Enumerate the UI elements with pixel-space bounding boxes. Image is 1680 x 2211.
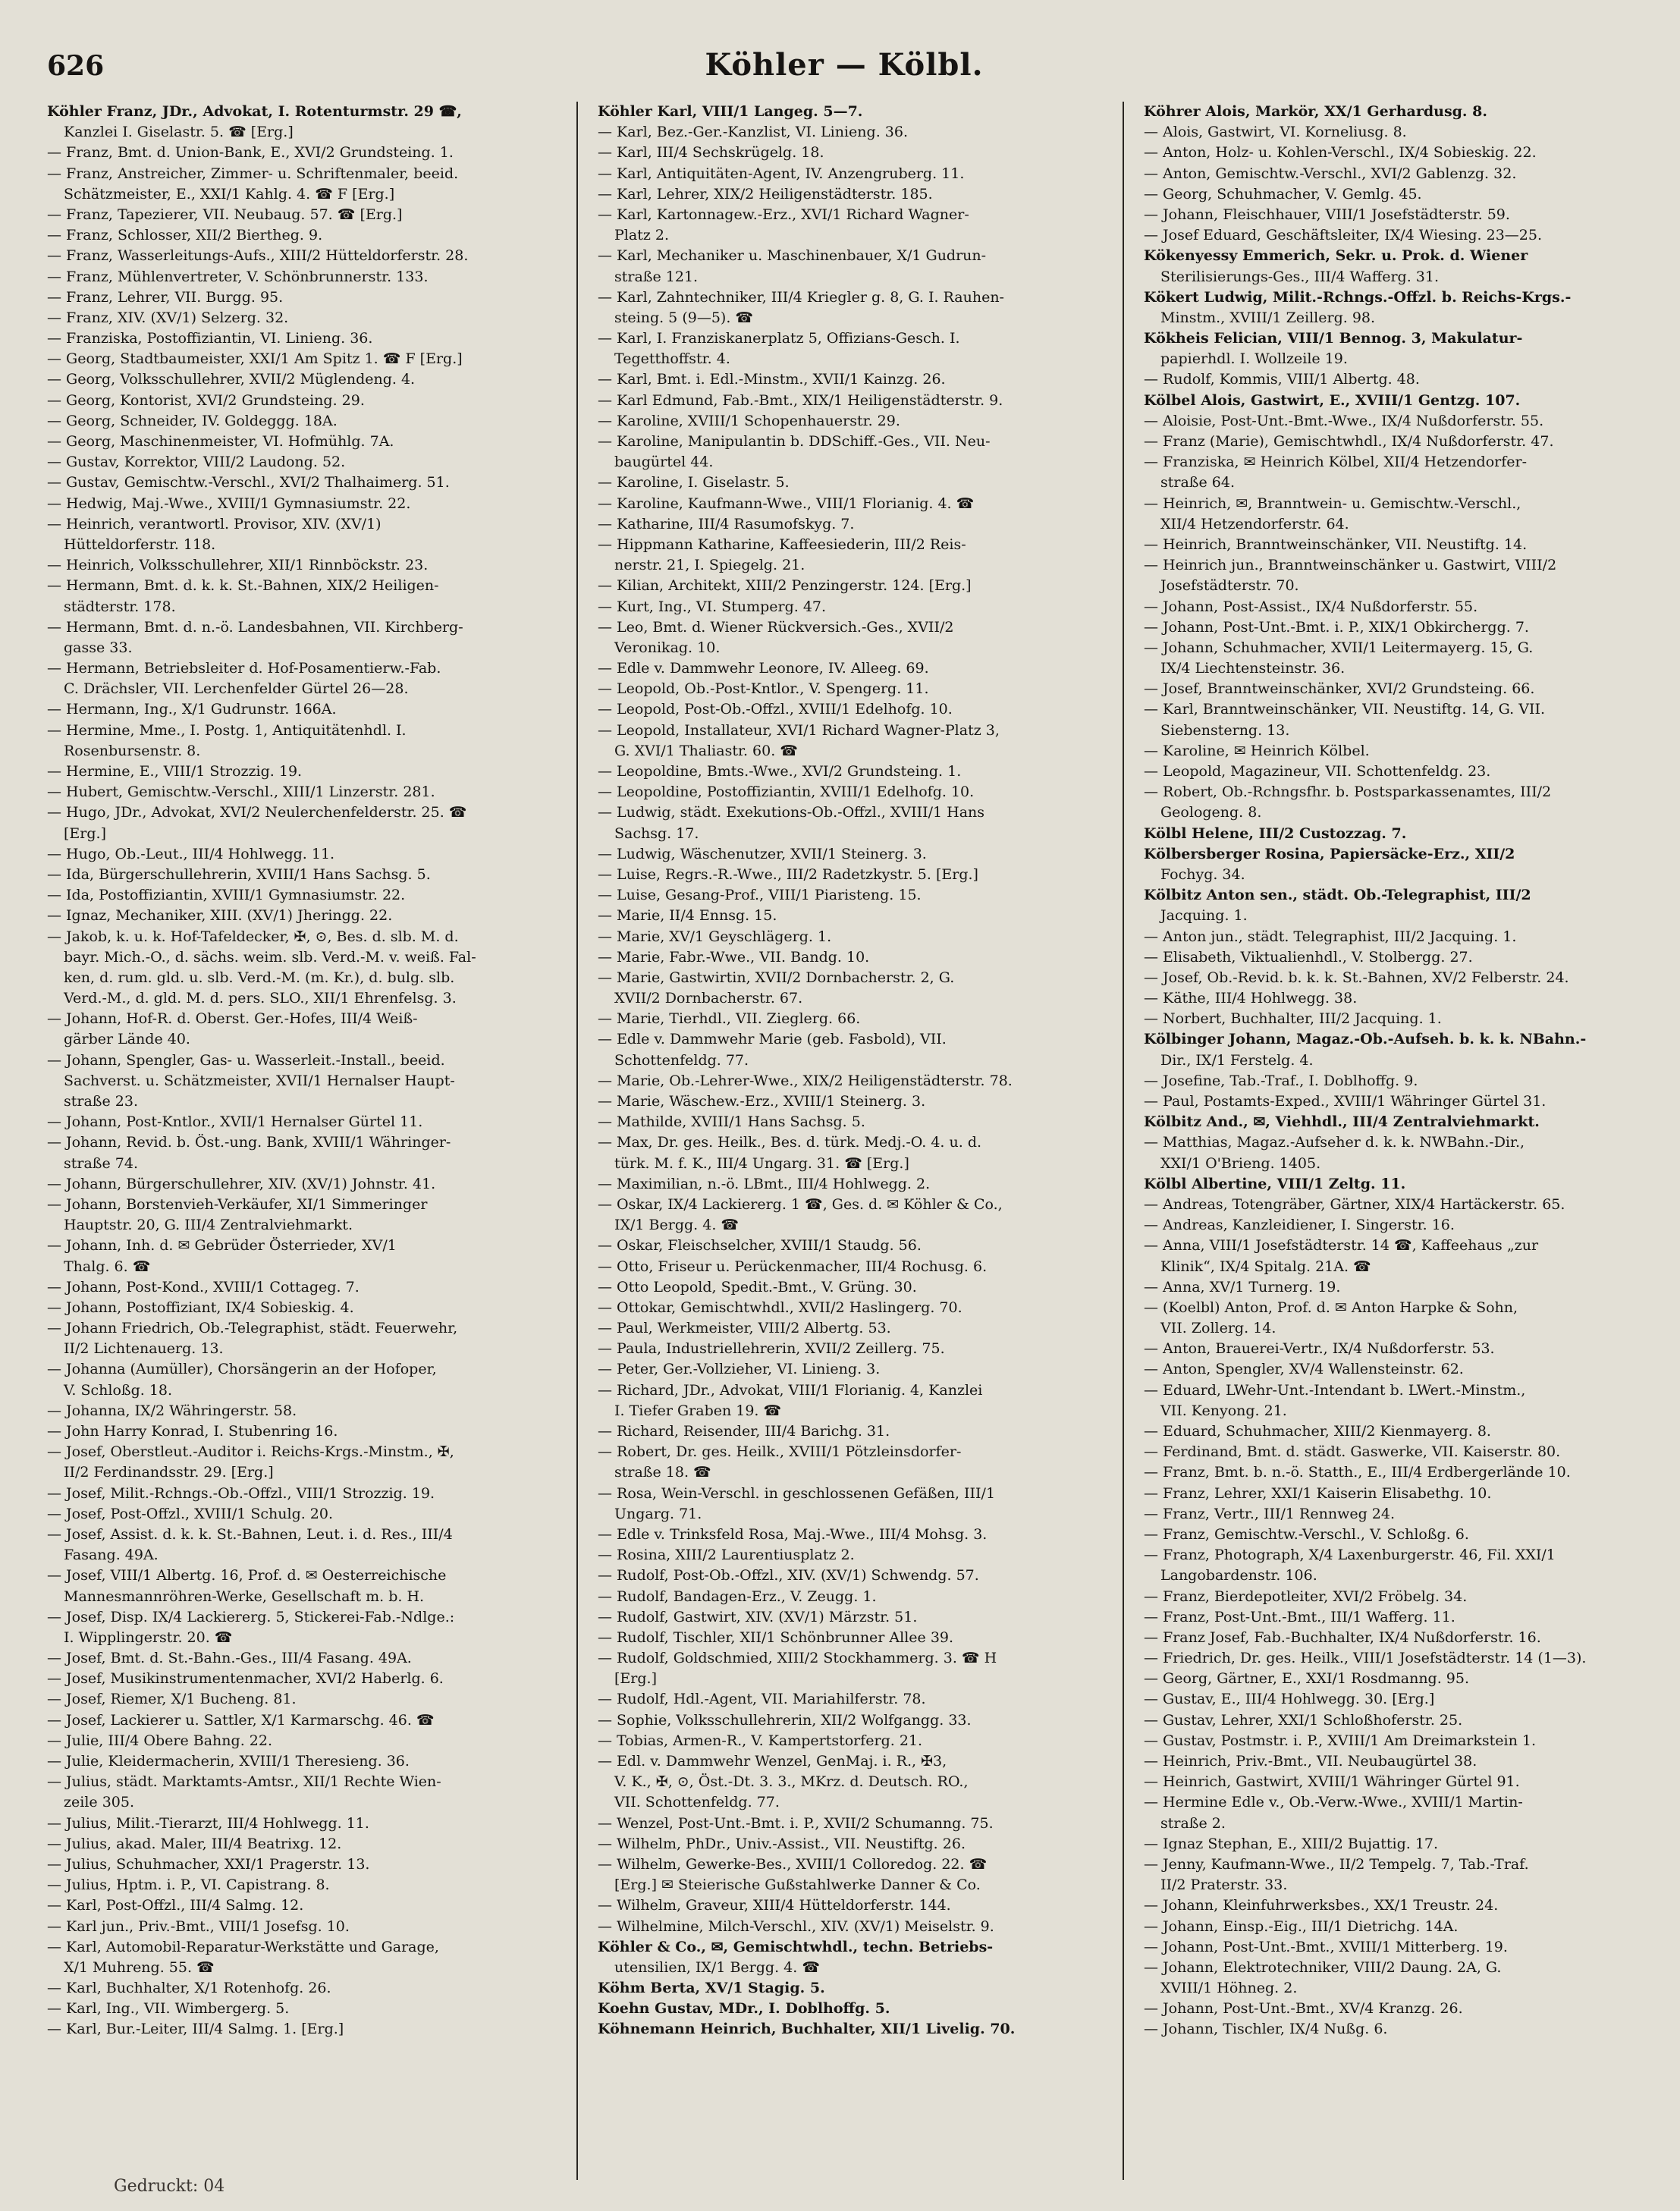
directory-entry: — Karl Edmund, Fab.-Bmt., XIX/1 Heiligenstädterstr. 9. <box>598 391 1003 409</box>
directory-entry: — Anton, Brauerei-Vertr., IX/4 Nußdorferstr. 53. <box>1144 1340 1495 1358</box>
directory-entry: steing. 5 (9—5). ☎ <box>614 309 754 326</box>
directory-entry: [Erg.] <box>614 1670 657 1688</box>
directory-entry: — Gustav, Lehrer, XXI/1 Schloßhoferstr. 25. <box>1144 1711 1463 1729</box>
directory-entry: — Richard, JDr., Advokat, VIII/1 Florianig. 4, Kanzlei <box>598 1381 983 1399</box>
directory-entry: V. K., ✠, ⊙, Öst.-Dt. 3. 3., MKrz. d. Deutsch. RO., <box>614 1773 969 1791</box>
directory-entry: — Josef, Riemer, X/1 Bucheng. 81. <box>47 1691 297 1708</box>
directory-entry: XVII/2 Dornbacherstr. 67. <box>614 990 803 1007</box>
directory-entry: — Heinrich, Volksschullehrer, XII/1 Rinnböckstr. 23. <box>47 557 429 574</box>
directory-entry: Köhler Franz, JDr., Advokat, I. Rotenturmstr. 29 ☎, <box>47 103 462 120</box>
directory-entry: Fasang. 49A. <box>64 1547 159 1564</box>
directory-entry: — Leopoldine, Postoffiziantin, XVIII/1 Edelhofg. 10. <box>598 784 975 801</box>
directory-entry: Kölbel Alois, Gastwirt, E., XVIII/1 Gentzg. 107. <box>1144 391 1521 409</box>
directory-entry: — Johann, Post-Kond., XVIII/1 Cottageg. 7. <box>47 1278 360 1296</box>
directory-entry: — Wilhelm, Gewerke-Bes., XVIII/1 Colloredog. 22. ☎ <box>598 1855 988 1873</box>
directory-entry: — Karl, Zahntechniker, III/4 Kriegler g. 8, G. I. Rauhen- <box>598 288 1004 306</box>
directory-entry: — Edle v. Dammwehr Marie (geb. Fasbold), VII. <box>598 1031 947 1048</box>
directory-entry: Kökheis Felician, VIII/1 Bennog. 3, Makulatur- <box>1144 330 1523 347</box>
directory-entry: — Franz (Marie), Gemischtwhdl., IX/4 Nußdorferstr. 47. <box>1144 433 1554 450</box>
directory-entry: bayr. Mich.-O., d. sächs. weim. slb. Verd.-M. v. weiß. Fal- <box>64 948 476 966</box>
directory-entry: — Gustav, Gemischtw.-Verschl., XVI/2 Thalhaimerg. 51. <box>47 474 450 492</box>
directory-entry: — Hermann, Ing., X/1 Gudrunstr. 166A. <box>47 701 337 718</box>
directory-entry: — Paul, Werkmeister, VIII/2 Albertg. 53. <box>598 1320 891 1337</box>
directory-entry: VII. Kenyong. 21. <box>1160 1402 1287 1419</box>
directory-entry: — Edl. v. Dammwehr Wenzel, GenMaj. i. R., ✠3, <box>598 1753 947 1770</box>
column-2 <box>596 102 1124 2180</box>
directory-entry: — Johann, Borstenvieh-Verkäufer, XI/1 Simmeringer <box>47 1195 428 1213</box>
directory-entry: — Andreas, Totengräber, Gärtner, XIX/4 Hartäckerstr. 65. <box>1144 1195 1565 1213</box>
directory-entry: Veronikag. 10. <box>614 639 721 656</box>
directory-entry: — Leopold, Post-Ob.-Offzl., XVIII/1 Edelhofg. 10. <box>598 701 953 718</box>
directory-entry: — Alois, Gastwirt, VI. Korneliusg. 8. <box>1144 124 1407 141</box>
directory-entry: — Hermann, Betriebsleiter d. Hof-Posamentierw.-Fab. <box>47 660 441 677</box>
directory-entry: — Hedwig, Maj.-Wwe., XVIII/1 Gymnasiumstr. 22. <box>47 495 411 512</box>
directory-entry: Kölbitz Anton sen., städt. Ob.-Telegraphist, III/2 <box>1144 887 1531 904</box>
directory-entry: — Heinrich, ✉, Branntwein- u. Gemischtw.-Verschl., <box>1144 495 1521 512</box>
directory-entry: — Leo, Bmt. d. Wiener Rückversich.-Ges., XVII/2 <box>598 618 954 636</box>
directory-entry: — Rudolf, Post-Ob.-Offzl., XIV. (XV/1) Schwendg. 57. <box>598 1567 979 1584</box>
directory-entry: — Karl, Bmt. i. Edl.-Minstm., XVII/1 Kainzg. 26. <box>598 371 946 388</box>
directory-entry: — Karoline, I. Giselastr. 5. <box>598 474 790 492</box>
directory-entry: Kölbl Helene, III/2 Custozzag. 7. <box>1144 824 1407 842</box>
directory-entry: Kölbitz And., ✉, Viehhdl., III/4 Zentralviehmarkt. <box>1144 1113 1540 1131</box>
directory-entry: — Johann, Inh. d. ✉ Gebrüder Österrieder, XV/1 <box>47 1237 397 1255</box>
directory-entry: — Kilian, Architekt, XIII/2 Penzingerstr. 124. [Erg.] <box>598 577 972 595</box>
directory-entry: IX/1 Bergg. 4. ☎ <box>614 1217 740 1234</box>
column-3 <box>1142 102 1646 2180</box>
directory-entry: — Katharine, III/4 Rasumofskyg. 7. <box>598 515 855 532</box>
directory-entry: — Johann, Bürgerschullehrer, XIV. (XV/1) Johnstr. 41. <box>47 1175 436 1192</box>
directory-entry: — Georg, Gärtner, E., XXI/1 Rosdmanng. 95. <box>1144 1670 1470 1688</box>
directory-entry: — Paul, Postamts-Exped., XVIII/1 Währinger Gürtel 31. <box>1144 1093 1547 1110</box>
directory-entry: — Johann, Postoffiziant, IX/4 Sobieskig. 4. <box>47 1299 354 1316</box>
directory-entry: — Franz, Wasserleitungs-Aufs., XIII/2 Hütteldorferstr. 28. <box>47 247 469 265</box>
directory-entry: I. Tiefer Graben 19. ☎ <box>614 1402 782 1419</box>
directory-entry: — Maximilian, n.-ö. LBmt., III/4 Hohlwegg. 2. <box>598 1175 931 1192</box>
directory-entry: — Max, Dr. ges. Heilk., Bes. d. türk. Medj.-O. 4. u. d. <box>598 1134 982 1151</box>
directory-entry: — Matthias, Magaz.-Aufseher d. k. k. NWBahn.-Dir., <box>1144 1134 1525 1151</box>
directory-entry: baugürtel 44. <box>614 454 714 471</box>
directory-entry: — Karl, Kartonnagew.-Erz., XVI/1 Richard Wagner- <box>598 206 969 223</box>
directory-entry: — Johann, Post-Kntlor., XVII/1 Hernalser Gürtel 11. <box>47 1113 423 1131</box>
directory-entry: — Franz, Photograph, X/4 Laxenburgerstr. 46, Fil. XXI/1 <box>1144 1547 1556 1564</box>
directory-entry: gärber Lände 40. <box>64 1031 190 1048</box>
directory-entry: — Marie, Tierhdl., VII. Zieglerg. 66. <box>598 1010 861 1028</box>
directory-entry: — Josef, Ob.-Revid. b. k. k. St.-Bahnen, XV/2 Felberstr. 24. <box>1144 969 1569 986</box>
directory-entry: XII/4 Hetzendorferstr. 64. <box>1160 515 1349 532</box>
directory-entry: — Josef, VIII/1 Albertg. 16, Prof. d. ✉ Oesterreichische <box>47 1567 447 1584</box>
directory-entry: — Otto, Friseur u. Perückenmacher, III/4 Rochusg. 6. <box>598 1258 988 1275</box>
directory-entry: — Rudolf, Gastwirt, XIV. (XV/1) Märzstr. 51. <box>598 1608 918 1625</box>
directory-entry: Minstm., XVIII/1 Zeillerg. 98. <box>1160 309 1376 326</box>
directory-entry: — Karl, Ing., VII. Wimbergerg. 5. <box>47 2000 290 2018</box>
entry-list-column-1 <box>46 102 576 2040</box>
directory-entry: — Rudolf, Bandagen-Erz., V. Zeugg. 1. <box>598 1588 877 1605</box>
directory-entry: [Erg.] ✉ Steierische Gußstahlwerke Danner & Co. <box>614 1877 981 1894</box>
directory-entry: — Julius, städt. Marktamts-Amtsr., XII/1 Rechte Wien- <box>47 1773 441 1791</box>
directory-entry: II/2 Praterstr. 33. <box>1160 1877 1288 1894</box>
directory-entry: — Johanna, IX/2 Währingerstr. 58. <box>47 1402 297 1419</box>
directory-entry: — Johann, Post-Assist., IX/4 Nußdorferstr. 55. <box>1144 598 1478 615</box>
directory-entry: — Robert, Ob.-Rchngsfhr. b. Postsparkassenamtes, III/2 <box>1144 784 1552 801</box>
directory-entry: Köhler & Co., ✉, Gemischtwhdl., techn. Betriebs- <box>598 1938 994 1955</box>
directory-entry: Hauptstr. 20, G. III/4 Zentralviehmarkt. <box>64 1217 353 1234</box>
directory-entry: — Luise, Gesang-Prof., VIII/1 Piaristeng. 15. <box>598 887 922 904</box>
directory-entry: — Karl jun., Priv.-Bmt., VIII/1 Josefsg. 10. <box>47 1917 350 1935</box>
directory-entry: straße 2. <box>1160 1814 1226 1832</box>
directory-entry: — Ignaz Stephan, E., XIII/2 Bujattig. 17. <box>1144 1835 1439 1852</box>
directory-entry: — Marie, II/4 Ennsg. 15. <box>598 907 777 925</box>
directory-entry: städterstr. 178. <box>64 598 176 615</box>
directory-entry: Kölbersberger Rosina, Papiersäcke-Erz., XII/2 <box>1144 845 1515 862</box>
directory-entry: — Andreas, Kanzleidiener, I. Singerstr. 16. <box>1144 1217 1455 1234</box>
directory-entry: — Franz, Mühlenvertreter, V. Schönbrunnerstr. 133. <box>47 268 429 285</box>
directory-entry: — Eduard, Schuhmacher, XIII/2 Kienmayerg. 8. <box>1144 1423 1491 1440</box>
directory-entry: II/2 Lichtenauerg. 13. <box>64 1340 224 1358</box>
directory-entry: Schätzmeister, E., XXI/1 Kahlg. 4. ☎ F [Erg.] <box>64 185 395 203</box>
directory-entry: — Wilhelm, Graveur, XIII/4 Hütteldorferstr. 144. <box>598 1897 951 1914</box>
directory-entry: — Karl, Post-Offzl., III/4 Salmg. 12. <box>47 1897 304 1914</box>
directory-entry: — Johanna (Aumüller), Chorsängerin an der Hofoper, <box>47 1361 437 1378</box>
directory-entry: — Karl, Bez.-Ger.-Kanzlist, VI. Linieng. 36. <box>598 124 908 141</box>
directory-entry: — Gustav, Korrektor, VIII/2 Laudong. 52. <box>47 454 346 471</box>
directory-entry: — Hermann, Bmt. d. k. k. St.-Bahnen, XIX/2 Heiligen- <box>47 577 439 595</box>
directory-entry: — Rosina, XIII/2 Laurentiusplatz 2. <box>598 1547 855 1564</box>
directory-entry: Siebensterng. 13. <box>1160 721 1290 739</box>
directory-entry: — Otto Leopold, Spedit.-Bmt., V. Grüng. 30. <box>598 1278 917 1296</box>
directory-entry: — Josef Eduard, Geschäftsleiter, IX/4 Wiesing. 23—25. <box>1144 227 1543 244</box>
directory-entry: — Franziska, ✉ Heinrich Kölbel, XII/4 Hetzendorfer- <box>1144 454 1528 471</box>
directory-entry: — Franz, Lehrer, XXI/1 Kaiserin Elisabethg. 10. <box>1144 1484 1492 1502</box>
directory-entry: — Georg, Schuhmacher, V. Gemlg. 45. <box>1144 185 1422 203</box>
directory-entry: — Kurt, Ing., VI. Stumperg. 47. <box>598 598 827 615</box>
directory-entry: — Rudolf, Kommis, VIII/1 Albertg. 48. <box>1144 371 1420 388</box>
directory-entry: Köhler Karl, VIII/1 Langeg. 5—7. <box>598 103 863 120</box>
directory-entry: IX/4 Liechtensteinstr. 36. <box>1160 660 1346 677</box>
directory-entry: — Anna, XV/1 Turnerg. 19. <box>1144 1278 1341 1296</box>
directory-entry: Rosenbursenstr. 8. <box>64 742 201 759</box>
directory-entry: — Ida, Bürgerschullehrerin, XVIII/1 Hans Sachsg. 5. <box>47 865 431 883</box>
directory-columns <box>46 102 1646 2180</box>
directory-entry: Langobardenstr. 106. <box>1160 1567 1317 1584</box>
directory-entry: — Johann, Fleischhauer, VIII/1 Josefstädterstr. 59. <box>1144 206 1510 223</box>
directory-entry: — Franz, Bierdepotleiter, XVI/2 Fröbelg. 34. <box>1144 1588 1468 1605</box>
directory-entry: — Hugo, Ob.-Leut., III/4 Hohlwegg. 11. <box>47 845 335 862</box>
directory-entry: Ungarg. 71. <box>614 1505 702 1522</box>
directory-entry: — (Koelbl) Anton, Prof. d. ✉ Anton Harpke & Sohn, <box>1144 1299 1518 1316</box>
directory-entry: — Johann, Elektrotechniker, VIII/2 Daung. 2A, G. <box>1144 1958 1502 1976</box>
directory-entry: — Gustav, Postmstr. i. P., XVIII/1 Am Dreimarkstein 1. <box>1144 1732 1537 1749</box>
directory-entry: — Edle v. Trinksfeld Rosa, Maj.-Wwe., III/4 Mohsg. 3. <box>598 1525 988 1543</box>
directory-entry: — Georg, Volksschullehrer, XVII/2 Müglendeng. 4. <box>47 371 416 388</box>
directory-entry: — Georg, Schneider, IV. Goldeggg. 18A. <box>47 412 338 429</box>
directory-entry: papierhdl. I. Wollzeile 19. <box>1160 350 1348 368</box>
directory-entry: — Johann, Post-Unt.-Bmt., XV/4 Kranzg. 26. <box>1144 2000 1463 2018</box>
directory-entry: — Leopold, Magazineur, VII. Schottenfeldg. 23. <box>1144 763 1491 780</box>
directory-entry: straße 18. ☎ <box>614 1464 711 1481</box>
directory-entry: — Franz Josef, Fab.-Buchhalter, IX/4 Nußdorferstr. 16. <box>1144 1628 1541 1646</box>
directory-entry: — Leopold, Ob.-Post-Kntlor., V. Spengerg. 11. <box>598 680 929 698</box>
directory-entry: — Johann, Post-Unt.-Bmt. i. P., XIX/1 Obkirchergg. 7. <box>1144 618 1529 636</box>
directory-entry: — Anton jun., städt. Telegraphist, III/2 Jacquing. 1. <box>1144 928 1517 945</box>
directory-entry: — Karoline, XVIII/1 Schopenhauerstr. 29. <box>598 412 900 429</box>
directory-entry: — Josef, Disp. IX/4 Lackiererg. 5, Stickerei-Fab.-Ndlge.: <box>47 1608 455 1625</box>
directory-entry: — Karl, Lehrer, XIX/2 Heiligenstädterstr. 185. <box>598 185 933 203</box>
directory-entry: — Ludwig, städt. Exekutions-Ob.-Offzl., XVIII/1 Hans <box>598 804 985 821</box>
directory-entry: — Franz, Vertr., III/1 Rennweg 24. <box>1144 1505 1396 1522</box>
directory-entry: — Johann, Hof-R. d. Oberst. Ger.-Hofes, III/4 Weiß- <box>47 1010 418 1028</box>
directory-entry: — Rudolf, Hdl.-Agent, VII. Mariahilferstr. 78. <box>598 1691 926 1708</box>
directory-entry: — Karl, Antiquitäten-Agent, IV. Anzengruberg. 11. <box>598 165 965 182</box>
footer-mark: Gedruckt: 04 <box>114 2177 225 2196</box>
directory-entry: — Luise, Regrs.-R.-Wwe., III/2 Radetzkystr. 5. [Erg.] <box>598 865 978 883</box>
directory-entry: — Elisabeth, Viktualienhdl., V. Stolbergg. 27. <box>1144 948 1473 966</box>
directory-entry: — Julie, Kleidermacherin, XVIII/1 Theresieng. 36. <box>47 1753 410 1770</box>
directory-entry: — Julius, Hptm. i. P., VI. Capistrang. 8. <box>47 1877 330 1894</box>
directory-entry: XXI/1 O'Brieng. 1405. <box>1160 1154 1321 1172</box>
directory-entry: — Wilhelm, PhDr., Univ.-Assist., VII. Neustiftg. 26. <box>598 1835 966 1852</box>
directory-entry: — Oskar, Fleischselcher, XVIII/1 Staudg. 56. <box>598 1237 922 1255</box>
directory-entry: — Josef, Musikinstrumentenmacher, XVI/2 Haberlg. 6. <box>47 1670 444 1688</box>
directory-entry: Tegetthoffstr. 4. <box>614 350 730 368</box>
directory-entry: — Anton, Holz- u. Kohlen-Verschl., IX/4 Sobieskig. 22. <box>1144 144 1537 162</box>
directory-entry: — Franz, Tapezierer, VII. Neubaug. 57. ☎ [Erg.] <box>47 206 403 223</box>
directory-entry: straße 74. <box>64 1154 138 1172</box>
directory-entry: — Georg, Kontorist, XVI/2 Grundsteing. 29. <box>47 391 365 409</box>
running-title: Köhler — Kölbl. <box>705 47 984 83</box>
directory-entry: Geologeng. 8. <box>1160 804 1262 821</box>
directory-entry: Kökenyessy Emmerich, Sekr. u. Prok. d. Wiener <box>1144 247 1528 265</box>
directory-entry: V. Schloßg. 18. <box>64 1381 173 1399</box>
directory-entry: — Julius, Schuhmacher, XXI/1 Pragerstr. 13. <box>47 1855 370 1873</box>
column-1 <box>46 102 578 2180</box>
directory-entry: — Käthe, III/4 Hohlwegg. 38. <box>1144 990 1358 1007</box>
directory-entry: — Johann, Kleinfuhrwerksbes., XX/1 Treustr. 24. <box>1144 1897 1499 1914</box>
directory-entry: straße 64. <box>1160 474 1235 492</box>
directory-entry: — Ignaz, Mechaniker, XIII. (XV/1) Jheringg. 22. <box>47 907 393 925</box>
directory-entry: — Heinrich, verantwortl. Provisor, XIV. (XV/1) <box>47 515 382 532</box>
directory-entry: — Josefine, Tab.-Traf., I. Doblhoffg. 9. <box>1144 1072 1418 1089</box>
directory-entry: VII. Zollerg. 14. <box>1160 1320 1276 1337</box>
directory-entry: — Franz, XIV. (XV/1) Selzerg. 32. <box>47 309 289 326</box>
directory-entry: — Edle v. Dammwehr Leonore, IV. Alleeg. 69. <box>598 660 929 677</box>
directory-entry: Köhrer Alois, Markör, XX/1 Gerhardusg. 8. <box>1144 103 1487 120</box>
directory-entry: — Karl, Buchhalter, X/1 Rotenhofg. 26. <box>47 1980 331 1997</box>
directory-entry: — Hugo, JDr., Advokat, XVI/2 Neulerchenfelderstr. 25. ☎ <box>47 804 467 821</box>
directory-entry: — Ferdinand, Bmt. d. städt. Gaswerke, VII. Kaiserstr. 80. <box>1144 1443 1561 1461</box>
directory-entry: — Norbert, Buchhalter, III/2 Jacquing. 1. <box>1144 1010 1442 1028</box>
directory-entry: [Erg.] <box>64 824 106 842</box>
directory-entry: — Johann, Post-Unt.-Bmt., XVIII/1 Mitterberg. 19. <box>1144 1938 1508 1955</box>
directory-entry: straße 23. <box>64 1093 138 1110</box>
directory-entry: nerstr. 21, I. Spiegelg. 21. <box>614 557 805 574</box>
directory-entry: — Josef, Bmt. d. St.-Bahn.-Ges., III/4 Fasang. 49A. <box>47 1650 412 1667</box>
directory-entry: Sachverst. u. Schätzmeister, XVII/1 Hernalser Haupt- <box>64 1072 455 1089</box>
directory-entry: — Marie, Wäschew.-Erz., XVIII/1 Steinerg. 3. <box>598 1093 926 1110</box>
directory-entry: — Karoline, Kaufmann-Wwe., VIII/1 Florianig. 4. ☎ <box>598 495 975 512</box>
directory-entry: II/2 Ferdinandsstr. 29. [Erg.] <box>64 1464 274 1481</box>
directory-entry: — Rudolf, Goldschmied, XIII/2 Stockhammerg. 3. ☎ H <box>598 1650 997 1667</box>
directory-entry: — Wenzel, Post-Unt.-Bmt. i. P., XVII/2 Schumanng. 75. <box>598 1814 994 1832</box>
directory-entry: — Heinrich jun., Branntweinschänker u. Gastwirt, VIII/2 <box>1144 557 1557 574</box>
directory-entry: Kölbinger Johann, Magaz.-Ob.-Aufseh. b. k. k. NBahn.- <box>1144 1031 1587 1048</box>
directory-entry: — Anna, VIII/1 Josefstädterstr. 14 ☎, Kaffeehaus „zur <box>1144 1237 1539 1255</box>
directory-entry: — Hippmann Katharine, Kaffeesiederin, III/2 Reis- <box>598 535 966 553</box>
directory-entry: — Heinrich, Gastwirt, XVIII/1 Währinger Gürtel 91. <box>1144 1773 1520 1791</box>
directory-entry: G. XVI/1 Thaliastr. 60. ☎ <box>614 742 798 759</box>
page-number: 626 <box>47 50 105 82</box>
directory-entry: — Hubert, Gemischtw.-Verschl., XIII/1 Linzerstr. 281. <box>47 784 435 801</box>
directory-entry: XVIII/1 Höhneg. 2. <box>1160 1980 1298 1997</box>
directory-entry: — Franz, Anstreicher, Zimmer- u. Schriftenmaler, beeid. <box>47 165 459 182</box>
directory-entry: Koehn Gustav, MDr., I. Doblhoffg. 5. <box>598 2000 890 2018</box>
directory-entry: — Wilhelmine, Milch-Verschl., XIV. (XV/1) Meiselstr. 9. <box>598 1917 994 1935</box>
directory-entry: — Leopoldine, Bmts.-Wwe., XVI/2 Grundsteing. 1. <box>598 763 962 780</box>
entry-list-column-3 <box>1142 102 1646 2040</box>
directory-entry: Sachsg. 17. <box>614 824 699 842</box>
directory-entry: straße 121. <box>614 268 699 285</box>
directory-entry: — Rudolf, Tischler, XII/1 Schönbrunner Allee 39. <box>598 1628 954 1646</box>
directory-entry: Köhm Berta, XV/1 Stagig. 5. <box>598 1980 825 1997</box>
directory-entry: Köhnemann Heinrich, Buchhalter, XII/1 Livelig. 70. <box>598 2021 1016 2038</box>
directory-entry: VII. Schottenfeldg. 77. <box>614 1794 780 1811</box>
directory-entry: — John Harry Konrad, I. Stubenring 16. <box>47 1423 338 1440</box>
directory-entry: — Johann, Schuhmacher, XVII/1 Leitermayerg. 15, G. <box>1144 639 1534 656</box>
directory-entry: — Oskar, IX/4 Lackiererg. 1 ☎, Ges. d. ✉ Köhler & Co., <box>598 1195 1003 1213</box>
directory-entry: — Karl, Branntweinschänker, VII. Neustiftg. 14, G. VII. <box>1144 701 1546 718</box>
directory-entry: — Sophie, Volksschullehrerin, XII/2 Wolfgangg. 33. <box>598 1711 972 1729</box>
directory-entry: — Johann Friedrich, Ob.-Telegraphist, städt. Feuerwehr, <box>47 1320 458 1337</box>
directory-entry: — Mathilde, XVIII/1 Hans Sachsg. 5. <box>598 1113 865 1131</box>
directory-entry: — Tobias, Armen-R., V. Kampertstorferg. 21. <box>598 1732 923 1749</box>
directory-entry: — Karoline, ✉ Heinrich Kölbel. <box>1144 742 1370 759</box>
directory-entry: — Josef, Milit.-Rchngs.-Ob.-Offzl., VIII/1 Strozzig. 19. <box>47 1484 435 1502</box>
directory-entry: — Karl, III/4 Sechskrügelg. 18. <box>598 144 824 162</box>
directory-entry: zeile 305. <box>64 1794 134 1811</box>
directory-entry: — Ludwig, Wäschenutzer, XVII/1 Steinerg. 3. <box>598 845 927 862</box>
directory-entry: — Eduard, LWehr-Unt.-Intendant b. LWert.-Minstm., <box>1144 1381 1526 1399</box>
directory-entry: — Marie, Ob.-Lehrer-Wwe., XIX/2 Heiligenstädterstr. 78. <box>598 1072 1013 1089</box>
directory-entry: — Marie, Gastwirtin, XVII/2 Dornbacherstr. 2, G. <box>598 969 955 986</box>
directory-entry: — Anton, Spengler, XV/4 Wallensteinstr. 62. <box>1144 1361 1464 1378</box>
directory-entry: C. Drächsler, VII. Lerchenfelder Gürtel 26—28. <box>64 680 409 698</box>
directory-entry: — Georg, Maschinenmeister, VI. Hofmühlg. 7A. <box>47 433 394 450</box>
directory-entry: — Hermann, Bmt. d. n.-ö. Landesbahnen, VII. Kirchberg- <box>47 618 463 636</box>
directory-entry: — Heinrich, Priv.-Bmt., VII. Neubaugürtel 38. <box>1144 1753 1477 1770</box>
directory-entry: — Franziska, Postoffiziantin, VI. Linieng. 36. <box>47 330 373 347</box>
directory-entry: Schottenfeldg. 77. <box>614 1051 749 1069</box>
directory-entry: — Jenny, Kaufmann-Wwe., II/2 Tempelg. 7, Tab.-Traf. <box>1144 1855 1529 1873</box>
directory-entry: — Franz, Lehrer, VII. Burgg. 95. <box>47 288 284 306</box>
directory-entry: — Georg, Stadtbaumeister, XXI/1 Am Spitz 1. ☎ F [Erg.] <box>47 350 463 368</box>
directory-entry: — Richard, Reisender, III/4 Barichg. 31. <box>598 1423 890 1440</box>
directory-entry: — Johann, Tischler, IX/4 Nußg. 6. <box>1144 2021 1388 2038</box>
directory-entry: — Karoline, Manipulantin b. DDSchiff.-Ges., VII. Neu- <box>598 433 991 450</box>
directory-entry: — Julius, akad. Maler, III/4 Beatrixg. 12. <box>47 1835 342 1852</box>
directory-entry: — Rosa, Wein-Verschl. in geschlossenen Gefäßen, III/1 <box>598 1484 996 1502</box>
directory-entry: utensilien, IX/1 Bergg. 4. ☎ <box>614 1958 820 1976</box>
directory-entry: — Julie, III/4 Obere Bahng. 22. <box>47 1732 272 1749</box>
directory-entry: Kölbl Albertine, VIII/1 Zeltg. 11. <box>1144 1175 1406 1192</box>
directory-entry: — Hermine, E., VIII/1 Strozzig. 19. <box>47 763 303 780</box>
directory-entry: — Josef, Oberstleut.-Auditor i. Reichs-Krgs.-Minstm., ✠, <box>47 1443 454 1461</box>
directory-entry: — Josef, Branntweinschänker, XVI/2 Grundsteing. 66. <box>1144 680 1535 698</box>
directory-entry: — Karl, I. Franziskanerplatz 5, Offizians-Gesch. I. <box>598 330 960 347</box>
directory-entry: — Peter, Ger.-Vollzieher, VI. Linieng. 3. <box>598 1361 881 1378</box>
directory-entry: — Karl, Mechaniker u. Maschinenbauer, X/1 Gudrun- <box>598 247 987 265</box>
directory-entry: — Johann, Einsp.-Eig., III/1 Dietrichg. 14A. <box>1144 1917 1459 1935</box>
directory-entry: Dir., IX/1 Ferstelg. 4. <box>1160 1051 1314 1069</box>
directory-entry: Mannesmannröhren-Werke, Gesellschaft m. b. H. <box>64 1588 425 1605</box>
directory-entry: — Franz, Gemischtw.-Verschl., V. Schloßg. 6. <box>1144 1525 1469 1543</box>
directory-entry: — Franz, Bmt. d. Union-Bank, E., XVI/2 Grundsteing. 1. <box>47 144 454 162</box>
directory-entry: — Robert, Dr. ges. Heilk., XVIII/1 Pötzleinsdorfer- <box>598 1443 962 1461</box>
directory-entry: Klinik“, IX/4 Spitalg. 21A. ☎ <box>1160 1258 1371 1275</box>
directory-entry: — Jakob, k. u. k. Hof-Tafeldecker, ✠, ⊙, Bes. d. slb. M. d. <box>47 928 459 945</box>
directory-entry: — Marie, Fabr.-Wwe., VII. Bandg. 10. <box>598 948 870 966</box>
directory-entry: Thalg. 6. ☎ <box>64 1258 151 1275</box>
directory-entry: — Aloisie, Post-Unt.-Bmt.-Wwe., IX/4 Nußdorferstr. 55. <box>1144 412 1544 429</box>
directory-entry: Kanzlei I. Giselastr. 5. ☎ [Erg.] <box>64 124 294 141</box>
directory-entry: Platz 2. <box>614 227 670 244</box>
directory-entry: — Anton, Gemischtw.-Verschl., XVI/2 Gablenzg. 32. <box>1144 165 1517 182</box>
directory-entry: — Karl, Bur.-Leiter, III/4 Salmg. 1. [Erg.] <box>47 2021 344 2038</box>
directory-entry: — Karl, Automobil-Reparatur-Werkstätte und Garage, <box>47 1938 439 1955</box>
directory-entry: — Paula, Industriellehrerin, XVII/2 Zeillerg. 75. <box>598 1340 945 1358</box>
directory-entry: I. Wipplingerstr. 20. ☎ <box>64 1628 233 1646</box>
directory-entry: Fochyg. 34. <box>1160 865 1245 883</box>
directory-entry: — Josef, Post-Offzl., XVIII/1 Schulg. 20. <box>47 1505 334 1522</box>
directory-entry: — Gustav, E., III/4 Hohlwegg. 30. [Erg.] <box>1144 1691 1435 1708</box>
entry-list-column-2 <box>596 102 1123 2040</box>
directory-entry: — Johann, Spengler, Gas- u. Wasserleit.-Install., beeid. <box>47 1051 445 1069</box>
directory-entry: Jacquing. 1. <box>1160 907 1248 925</box>
directory-entry: gasse 33. <box>64 639 133 656</box>
directory-entry: — Julius, Milit.-Tierarzt, III/4 Hohlwegg. 11. <box>47 1814 369 1832</box>
directory-entry: X/1 Muhreng. 55. ☎ <box>64 1958 215 1976</box>
directory-entry: türk. M. f. K., III/4 Ungarg. 31. ☎ [Erg.] <box>614 1154 909 1172</box>
directory-entry: Hütteldorferstr. 118. <box>64 535 216 553</box>
directory-entry: — Ottokar, Gemischtwhdl., XVII/2 Haslingerg. 70. <box>598 1299 962 1316</box>
directory-entry: — Franz, Post-Unt.-Bmt., III/1 Wafferg. 11. <box>1144 1608 1455 1625</box>
directory-entry: — Ida, Postoffiziantin, XVIII/1 Gymnasiumstr. 22. <box>47 887 406 904</box>
directory-entry: — Johann, Revid. b. Öst.-ung. Bank, XVIII/1 Währinger- <box>47 1134 451 1151</box>
directory-entry: — Hermine Edle v., Ob.-Verw.-Wwe., XVIII/1 Martin- <box>1144 1794 1523 1811</box>
directory-entry: — Josef, Assist. d. k. k. St.-Bahnen, Leut. i. d. Res., III/4 <box>47 1525 453 1543</box>
directory-entry: — Leopold, Installateur, XVI/1 Richard Wagner-Platz 3, <box>598 721 1000 739</box>
directory-entry: — Marie, XV/1 Geyschlägerg. 1. <box>598 928 832 945</box>
directory-entry: — Franz, Schlosser, XII/2 Biertheg. 9. <box>47 227 323 244</box>
directory-entry: — Josef, Lackierer u. Sattler, X/1 Karmarschg. 46. ☎ <box>47 1711 435 1729</box>
directory-entry: — Franz, Bmt. b. n.-ö. Statth., E., III/4 Erdbergerlände 10. <box>1144 1464 1571 1481</box>
directory-entry: Josefstädterstr. 70. <box>1160 577 1299 595</box>
directory-entry: Kökert Ludwig, Milit.-Rchngs.-Offzl. b. Reichs-Krgs.- <box>1144 288 1572 306</box>
directory-entry: Verd.-M., d. gld. M. d. pers. SLO., XII/1 Ehrenfelsg. 3. <box>64 990 457 1007</box>
directory-entry: — Friedrich, Dr. ges. Heilk., VIII/1 Josefstädterstr. 14 (1—3). <box>1144 1650 1587 1667</box>
directory-entry: — Heinrich, Branntweinschänker, VII. Neustiftg. 14. <box>1144 535 1528 553</box>
directory-entry: Sterilisierungs-Ges., III/4 Wafferg. 31. <box>1160 268 1439 285</box>
page-header <box>44 44 1644 99</box>
directory-entry: — Hermine, Mme., I. Postg. 1, Antiquitätenhdl. I. <box>47 721 407 739</box>
directory-entry: ken, d. rum. gld. u. slb. Verd.-M. (m. Kr.), d. bulg. slb. <box>64 969 455 986</box>
